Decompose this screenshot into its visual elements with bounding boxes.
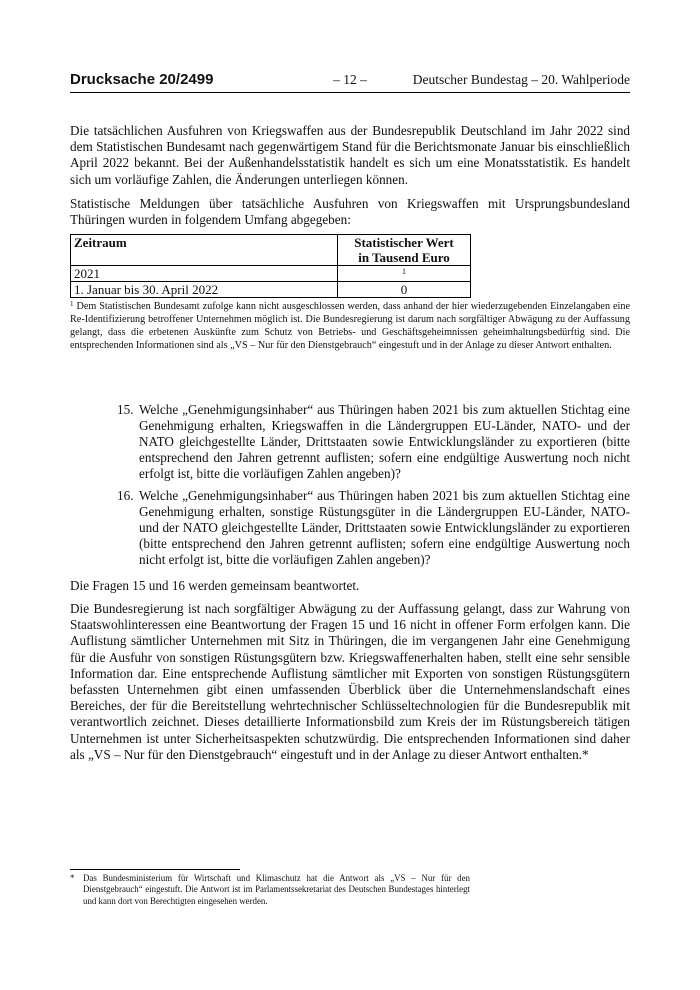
- cell-value: 0: [338, 282, 471, 298]
- table-row: [71, 282, 471, 298]
- question-15: [117, 402, 630, 482]
- footnote-divider: [70, 869, 240, 870]
- answer-intro: Die Fragen 15 und 16 werden gemeinsam beantwortet.: [70, 578, 360, 593]
- question-16: [117, 488, 630, 568]
- answer-body: Die Bundesregierung ist nach sorgfältiger Abwägung zu der Auffassung gelangt, dass zur Wahrung von Staatswohlinteressen eine Beantwortung der Fragen 15 und 16 nicht in offener Form erfolgen kann. Die Auflistung sämtlicher Unternehmen mit Sitz in Thüringen, die im vergangenen Jahr eine Genehmigung für die Ausfuhr von sonstigen Rüstungsgütern bzw. Kriegswaffenerhalten haben, stellt eine sehr sensible Information dar. Eine entsprechende Auflistung sämtlicher mit Exporten von sonstigen Rüstungsgütern befassten Unternehmen gibt einen umfassenden Überblick über die Unternehmenslandschaft eines Bereiches, der für die Bereitstellung wehrtechnischer Schlüsseltechnologien für die Bundesrepublik mit verantwortlich zeichnet. Dieses detaillierte Informationsbild zum Kreis der im Rüstungsbereich tätigen Unternehmen ist unter Sicherheitsaspekten schutzwürdig. Die entsprechenden Informationen sind daher als „VS – Nur für den Dienstgebrauch“ eingestuft und in der Anlage zu dieser Antwort enthalten.*: [70, 601, 630, 762]
- parliament-period: Deutscher Bundestag – 20. Wahlperiode: [412, 72, 630, 87]
- column-header-value: Statistischer Wert in Tausend Euro: [338, 235, 471, 266]
- table-footnote: $^1$ Dem Statistischen Bundesamt zufolge kann nicht ausgeschlossen werden, dass anhand der hier wiederzugebenden Einzelangaben eine Re-Identifizierung betroffener Unternehmen möglich ist. Die Bundesregierung ist darum nach sorgfältiger Abwägung zu der Auffassung gelangt, dass die erbetenen Auskünfte zum Schutz von Betriebs- und Geschäftsgeheimnissen geheimhaltungsbedürftig sind. Die entsprechenden Informationen sind als „VS – Nur für den Dienstgebrauch“ eingestuft und in der Anlage zu dieser Antwort enthalten.: [70, 300, 630, 351]
- table-header-row: [71, 235, 471, 266]
- column-header-period: Zeitraum: [71, 235, 338, 266]
- export-statistics-table: [70, 234, 471, 298]
- question-text: Welche „Genehmigungsinhaber“ aus Thüringen haben 2021 bis zum aktuellen Stichtag eine Genehmigung erhalten, sonstige Rüstungsgüter in die Ländergruppen EU-Länder, NATO- und der NATO gleichgestellte Länder, Drittstaaten sowie Entwicklungsländer zu exportieren (bitte entsprechend den Jahren getrennt auflisten; sofern eine endgültige Auswertung noch nicht erfolgt ist, bitte die vorläufigen Zahlen angeben)?: [139, 488, 630, 567]
- cell-period: 1. Januar bis 30. April 2022: [71, 282, 338, 298]
- document-id: Drucksache 20/2499: [70, 71, 214, 88]
- table-row: [71, 266, 471, 282]
- question-number: 16.: [117, 488, 134, 503]
- page-footnote: [70, 873, 470, 907]
- footnote-marker: 1: [70, 300, 74, 308]
- question-number: 15.: [117, 402, 134, 417]
- cell-period: 2021: [71, 266, 338, 282]
- footnote-text: Das Bundesministerium für Wirtschaft und Klimaschutz hat die Antwort als „VS – Nur für den Dienstgebrauch“ eingestuft. Die Antwort ist im Parlamentssekretariat des Deutschen Bundestages hinterlegt und kann dort von Berechtigten eingesehen werden.: [83, 873, 470, 906]
- question-text: Welche „Genehmigungsinhaber“ aus Thüringen haben 2021 bis zum aktuellen Stichtag eine Genehmigung erhalten, Kriegswaffen in die Ländergruppen EU-Länder, NATO- und der NATO gleichgestellte Länder, Drittstaaten sowie Entwicklungsländer zu exportieren (bitte entsprechend den Jahren getrennt auflisten; sofern eine endgültige Auswertung noch nicht erfolgt ist, bitte die vorläufigen Zahlen angeben)?: [139, 402, 630, 481]
- page-number: – 12 –: [333, 72, 367, 87]
- page-header: [70, 70, 630, 93]
- footnote-marker: *: [70, 873, 75, 883]
- paragraph-statistical-reports: Statistische Meldungen über tatsächliche Ausfuhren von Kriegswaffen mit Ursprungsbundesland Thüringen wurden in folgendem Umfang abgegeben:: [70, 196, 630, 228]
- paragraph-exports-2022: Die tatsächlichen Ausfuhren von Kriegswaffen aus der Bundesrepublik Deutschland im Jahr 2022 sind dem Statistischen Bundesamt nach gegenwärtigem Stand für die Berichtsmonate Januar bis einschließlich April 2022 bekannt. Bei der Außenhandelsstatistik handelt es sich um eine Monatsstatistik. Es handelt sich um vorläufige Zahlen, die Änderungen unterliegen können.: [70, 123, 630, 187]
- cell-value-footnote-ref: 1: [338, 266, 471, 282]
